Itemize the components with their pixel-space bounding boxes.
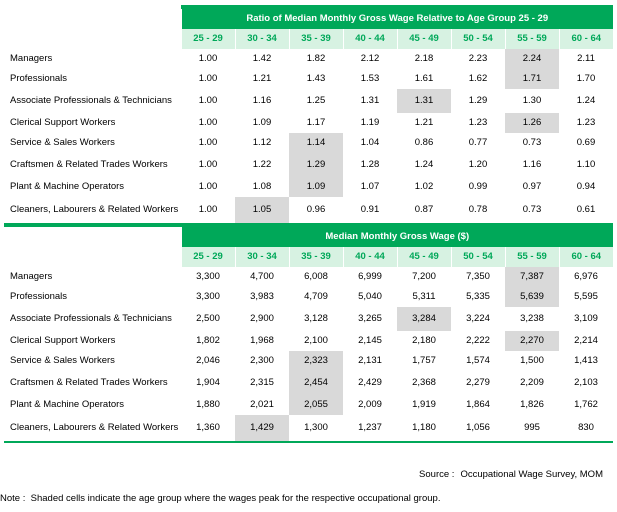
table-row	[4, 89, 613, 113]
value-cell: 3,109	[574, 312, 598, 324]
value-cell: 2.23	[468, 52, 488, 64]
table-row	[4, 177, 613, 197]
peak-value-cell: 1.26	[505, 113, 559, 133]
value-cell: 2,100	[304, 334, 328, 346]
value-cell: 4,700	[250, 270, 274, 282]
value-cell: 1.43	[306, 72, 326, 84]
row-label: Craftsmen & Related Trades Workers	[10, 158, 168, 170]
row-label: Associate Professionals & Technicians	[10, 312, 172, 324]
value-cell: 1.21	[414, 116, 434, 128]
value-cell: 2,180	[412, 334, 436, 346]
value-cell: 1,864	[466, 398, 490, 410]
source-text: Occupational Wage Survey, MOM	[460, 469, 603, 480]
value-cell: 5,335	[466, 290, 490, 302]
row-label: Managers	[10, 270, 53, 282]
peak-value-cell: 1.09	[289, 177, 343, 197]
note-prefix: Note :	[0, 493, 26, 504]
value-cell: 1.20	[468, 158, 488, 170]
age-group-header: 40 - 44	[343, 247, 397, 267]
wage-tables	[4, 5, 613, 443]
value-cell: 1.04	[360, 136, 380, 148]
value-cell: 1.62	[468, 72, 488, 84]
value-cell: 7,350	[466, 270, 490, 282]
age-group-header: 45 - 49	[397, 247, 451, 267]
table-row	[4, 49, 613, 69]
value-cell: 0.87	[414, 203, 434, 215]
row-label: Professionals	[10, 72, 68, 84]
value-cell: 1.23	[576, 116, 596, 128]
value-cell: 0.99	[468, 180, 488, 192]
value-cell: 5,595	[574, 290, 598, 302]
age-group-header: 30 - 34	[235, 247, 289, 267]
value-cell: 1.07	[360, 180, 380, 192]
value-cell: 1.00	[198, 116, 218, 128]
table-row	[4, 287, 613, 307]
value-cell: 2,021	[250, 398, 274, 410]
value-cell: 2,145	[358, 334, 382, 346]
table-row	[4, 133, 613, 153]
value-cell: 1.42	[252, 52, 272, 64]
value-cell: 1.10	[576, 158, 596, 170]
ratio-table-title: Ratio of Median Monthly Gross Wage Relative to Age Group 25 - 29	[181, 9, 613, 29]
age-group-header: 25 - 29	[181, 29, 235, 49]
peak-value-cell: 3,284	[397, 307, 451, 331]
value-cell: 2,222	[466, 334, 490, 346]
value-cell: 1,880	[196, 398, 220, 410]
value-cell: 1,968	[250, 334, 274, 346]
value-cell: 1.82	[306, 52, 326, 64]
table-row	[4, 307, 613, 331]
row-label: Managers	[10, 52, 53, 64]
age-group-header: 25 - 29	[181, 247, 235, 267]
value-cell: 1,904	[196, 376, 220, 388]
value-cell: 2.18	[414, 52, 434, 64]
value-cell: 3,238	[520, 312, 544, 324]
value-cell: 1,826	[520, 398, 544, 410]
value-cell: 4,709	[304, 290, 328, 302]
value-cell: 0.73	[522, 203, 542, 215]
peak-value-cell: 2,323	[289, 351, 343, 371]
value-cell: 2,300	[250, 354, 274, 366]
age-group-header: 55 - 59	[505, 29, 559, 49]
value-cell: 1.08	[252, 180, 272, 192]
value-cell: 1.00	[198, 203, 218, 215]
value-cell: 0.61	[576, 203, 596, 215]
value-cell: 0.73	[522, 136, 542, 148]
row-label: Plant & Machine Operators	[10, 180, 125, 192]
value-cell: 3,300	[196, 290, 220, 302]
row-label: Associate Professionals & Technicians	[10, 94, 172, 106]
peak-value-cell: 5,639	[505, 287, 559, 307]
row-label: Cleaners, Labourers & Related Workers	[10, 421, 179, 433]
value-cell: 1,180	[412, 421, 436, 433]
value-cell: 1.29	[468, 94, 488, 106]
value-cell: 2.11	[577, 52, 595, 64]
value-cell: 6,999	[358, 270, 382, 282]
value-cell: 995	[524, 421, 540, 433]
peak-value-cell: 1.05	[235, 197, 289, 223]
value-cell: 2,900	[250, 312, 274, 324]
value-cell: 1.24	[576, 94, 596, 106]
peak-value-cell: 1.31	[397, 89, 451, 113]
peak-value-cell: 1.14	[289, 133, 343, 153]
value-cell: 2,046	[196, 354, 220, 366]
peak-value-cell: 1.29	[289, 153, 343, 177]
value-cell: 1.61	[414, 72, 434, 84]
value-cell: 1.31	[360, 94, 380, 106]
table-row	[4, 69, 613, 89]
value-cell: 1.16	[252, 94, 272, 106]
peak-value-cell: 2,454	[289, 371, 343, 395]
value-cell: 1.12	[252, 136, 272, 148]
row-label: Plant & Machine Operators	[10, 398, 125, 410]
peak-value-cell: 2.24	[505, 49, 559, 69]
value-cell: 1,056	[466, 421, 490, 433]
source-prefix: Source :	[419, 469, 455, 480]
value-cell: 2,368	[412, 376, 436, 388]
table-row	[4, 415, 613, 441]
value-cell: 1.00	[198, 136, 218, 148]
table-row	[4, 113, 613, 133]
value-cell: 1.25	[306, 94, 326, 106]
value-cell: 1.28	[360, 158, 380, 170]
table-row	[4, 331, 613, 351]
value-cell: 1,802	[196, 334, 220, 346]
value-cell: 1.21	[252, 72, 272, 84]
peak-value-cell: 1,429	[235, 415, 289, 441]
value-cell: 0.78	[468, 203, 488, 215]
value-cell: 1.70	[576, 72, 596, 84]
age-group-header: 60 - 64	[559, 29, 613, 49]
value-cell: 1,762	[574, 398, 598, 410]
value-cell: 2.12	[360, 52, 380, 64]
age-group-header: 35 - 39	[289, 29, 343, 49]
wage-table-title: Median Monthly Gross Wage ($)	[181, 227, 613, 247]
peak-value-cell: 2,055	[289, 395, 343, 415]
value-cell: 0.69	[576, 136, 596, 148]
value-cell: 2,315	[250, 376, 274, 388]
value-cell: 1.22	[252, 158, 272, 170]
table-row	[4, 153, 613, 177]
value-cell: 1.00	[198, 180, 218, 192]
table-row	[4, 267, 613, 287]
peak-value-cell: 7,387	[505, 267, 559, 287]
value-cell: 1,237	[358, 421, 382, 433]
value-cell: 7,200	[412, 270, 436, 282]
value-cell: 3,300	[196, 270, 220, 282]
value-cell: 1.53	[360, 72, 380, 84]
value-cell: 830	[578, 421, 594, 433]
value-cell: 3,224	[466, 312, 490, 324]
value-cell: 6,008	[304, 270, 328, 282]
value-cell: 1.24	[414, 158, 434, 170]
value-cell: 3,983	[250, 290, 274, 302]
value-cell: 0.86	[414, 136, 434, 148]
value-cell: 1,360	[196, 421, 220, 433]
table-row	[4, 395, 613, 415]
value-cell: 1,574	[466, 354, 490, 366]
age-group-header: 50 - 54	[451, 247, 505, 267]
age-group-header: 55 - 59	[505, 247, 559, 267]
row-label: Cleaners, Labourers & Related Workers	[10, 203, 179, 215]
value-cell: 1.00	[198, 158, 218, 170]
value-cell: 0.96	[306, 203, 326, 215]
age-group-header: 50 - 54	[451, 29, 505, 49]
value-cell: 2,131	[358, 354, 382, 366]
peak-value-cell: 1.71	[505, 69, 559, 89]
peak-value-cell: 2,270	[505, 331, 559, 351]
value-cell: 1.00	[198, 72, 218, 84]
age-group-header: 60 - 64	[559, 247, 613, 267]
value-cell: 1.00	[198, 52, 218, 64]
value-cell: 5,040	[358, 290, 382, 302]
row-label: Professionals	[10, 290, 68, 302]
row-label: Craftsmen & Related Trades Workers	[10, 376, 168, 388]
bottom-rule	[4, 441, 613, 443]
value-cell: 1.09	[252, 116, 272, 128]
ratio-table	[4, 5, 613, 223]
value-cell: 0.94	[576, 180, 596, 192]
age-group-header: 40 - 44	[343, 29, 397, 49]
value-cell: 2,009	[358, 398, 382, 410]
age-group-header: 45 - 49	[397, 29, 451, 49]
value-cell: 1,300	[304, 421, 328, 433]
value-cell: 2,279	[466, 376, 490, 388]
table-row	[4, 197, 613, 223]
age-group-header: 30 - 34	[235, 29, 289, 49]
value-cell: 0.97	[522, 180, 542, 192]
row-label: Clerical Support Workers	[10, 116, 116, 128]
wage-table	[4, 223, 613, 441]
value-cell: 1,919	[412, 398, 436, 410]
value-cell: 2,429	[358, 376, 382, 388]
value-cell: 1,500	[520, 354, 544, 366]
value-cell: 2,209	[520, 376, 544, 388]
source-line	[0, 469, 609, 480]
value-cell: 1.16	[522, 158, 542, 170]
age-group-header: 35 - 39	[289, 247, 343, 267]
value-cell: 1.00	[198, 94, 218, 106]
note-line	[0, 493, 440, 504]
value-cell: 1,413	[574, 354, 598, 366]
value-cell: 2,103	[574, 376, 598, 388]
value-cell: 1.19	[360, 116, 380, 128]
value-cell: 0.91	[360, 203, 380, 215]
note-text: Shaded cells indicate the age group where the wages peak for the respective occupational group.	[30, 493, 441, 504]
row-label: Clerical Support Workers	[10, 334, 116, 346]
value-cell: 2,500	[196, 312, 220, 324]
value-cell: 3,128	[304, 312, 328, 324]
value-cell: 1.30	[522, 94, 542, 106]
value-cell: 1,757	[412, 354, 436, 366]
value-cell: 5,311	[412, 290, 436, 302]
value-cell: 3,265	[358, 312, 382, 324]
row-label: Service & Sales Workers	[10, 354, 115, 366]
row-label: Service & Sales Workers	[10, 136, 115, 148]
value-cell: 1.23	[468, 116, 488, 128]
value-cell: 2,214	[574, 334, 598, 346]
value-cell: 6,976	[574, 270, 598, 282]
value-cell: 0.77	[468, 136, 488, 148]
value-cell: 1.02	[414, 180, 434, 192]
table-row	[4, 371, 613, 395]
value-cell: 1.17	[306, 116, 326, 128]
table-row	[4, 351, 613, 371]
